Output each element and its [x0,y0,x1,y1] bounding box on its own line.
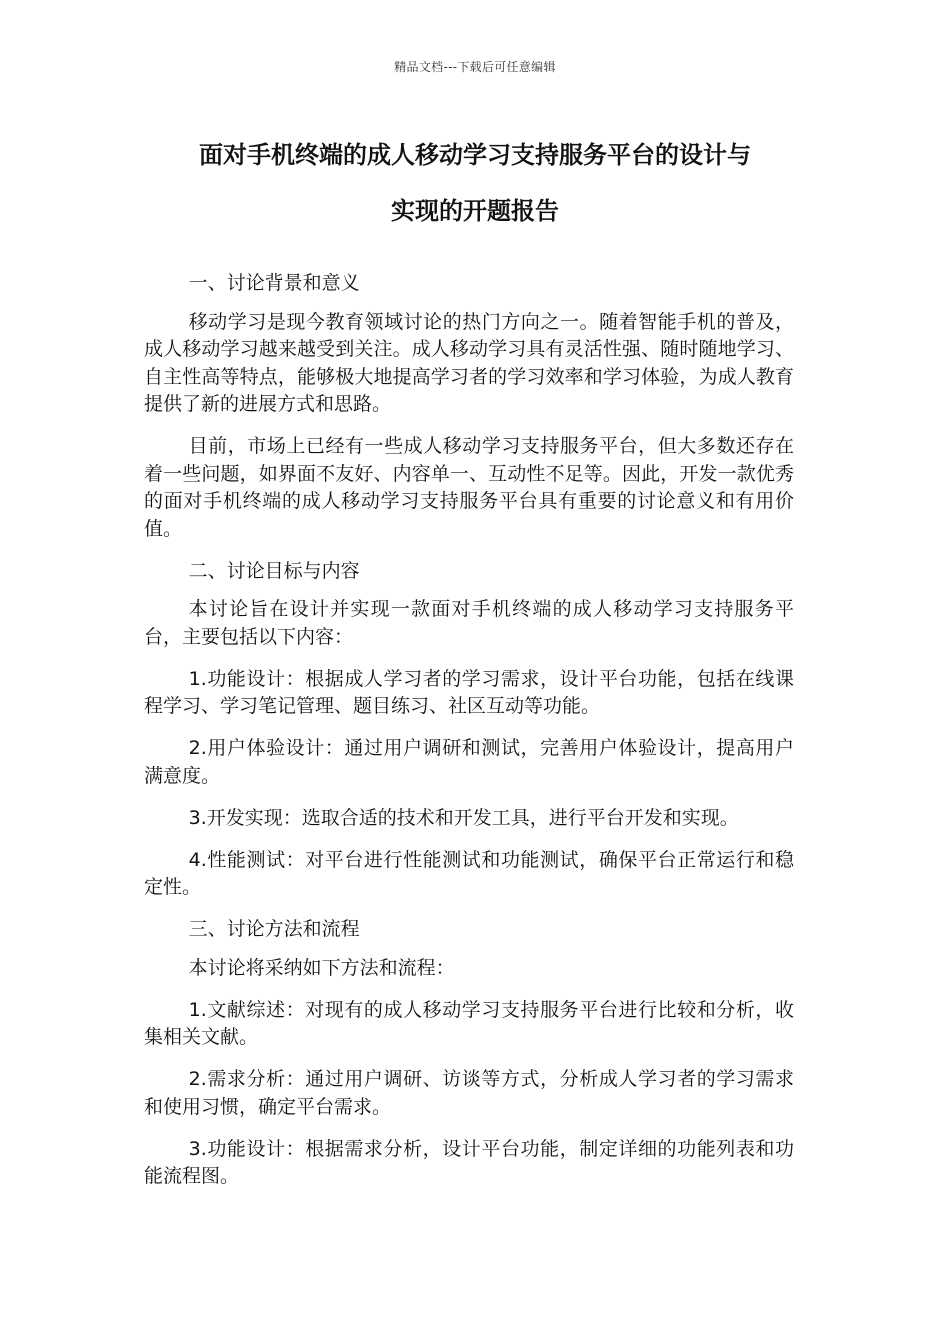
list-item-function-design: 1.功能设计：根据成人学习者的学习需求，设计平台功能，包括在线课程学习、学习笔记管理、题目练习、社区互动等功能。 [144,667,794,717]
list-item-development: 3.开发实现：选取合适的技术和开发工具，进行平台开发和实现。 [188,806,739,829]
paragraph-mobile-learning: 移动学习是现今教育领域讨论的热门方向之一。随着智能手机的普及，成人移动学习越来越受到关注。成人移动学习具有灵活性强、随时随地学习、自主性高等特点，能够极大地提高学习者的学习效率和学习体验，为成人教育提供了新的进展方式和思路。 [144,310,794,415]
paragraph-current-market: 目前，市场上已经有一些成人移动学习支持服务平台，但大多数还存在着一些问题，如界面不友好、内容单一、互动性不足等。因此，开发一款优秀的面对手机终端的成人移动学习支持服务平台具有重要的讨论意义和有用价值。 [144,435,794,540]
list-item-literature-review: 1.文献综述：对现有的成人移动学习支持服务平台进行比较和分析，收集相关文献。 [144,998,794,1048]
section-heading-background: 一、讨论背景和意义 [188,272,360,294]
document-body [144,270,794,1205]
list-item-requirements-analysis: 2.需求分析：通过用户调研、访谈等方式，分析成人学习者的学习需求和使用习惯，确定平台需求。 [144,1068,794,1118]
page-header: 精品文档---下载后可任意编辑 [394,60,556,74]
document-title-line-2: 实现的开题报告 [391,197,559,225]
list-item-ux-design: 2.用户体验设计：通过用户调研和测试，完善用户体验设计，提高用户满意度。 [144,737,794,787]
list-item-performance-test: 4.性能测试：对平台进行性能测试和功能测试，确保平台正常运行和稳定性。 [144,848,794,898]
section-heading-goals: 二、讨论目标与内容 [188,559,360,582]
paragraph-goals-intro: 本讨论旨在设计并实现一款面对手机终端的成人移动学习支持服务平台，主要包括以下内容： [144,598,794,648]
paragraph-methods-intro: 本讨论将采纳如下方法和流程： [188,956,455,979]
document-title-line-1: 面对手机终端的成人移动学习支持服务平台的设计与 [199,141,751,169]
list-item-function-design-2: 3.功能设计：根据需求分析，设计平台功能，制定详细的功能列表和功能流程图。 [144,1137,794,1187]
section-heading-methods: 三、讨论方法和流程 [188,918,360,940]
